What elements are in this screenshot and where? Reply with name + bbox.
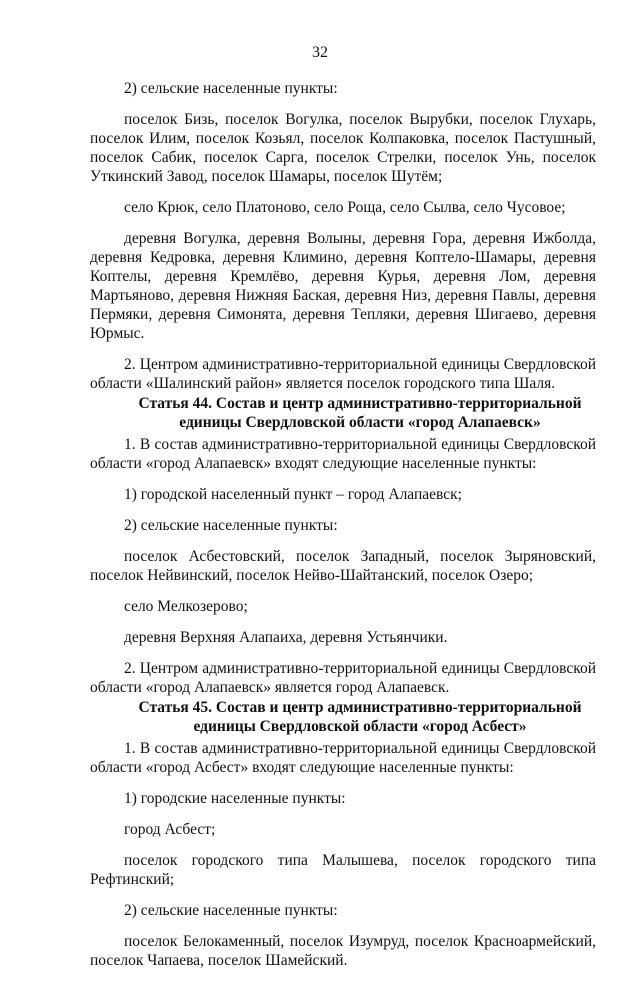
center-paragraph-shalinsky: 2. Центром административно-территориальной единицы Свердловской области «Шалинский район» является поселок городского типа Шаля.	[90, 356, 596, 392]
article-45-heading-line1: Статья 45. Состав и центр административно-территориальной	[138, 699, 582, 716]
article-44-selo-list: село Мелкозерово;	[124, 598, 248, 615]
document-body	[90, 79, 596, 982]
article-45-urban-settlements: 1) городские населенные пункты:	[124, 790, 346, 807]
article-44-heading-line2: единицы Свердловской области «город Алапаевск»	[179, 414, 541, 431]
article-44-center: 2. Центром административно-территориальной единицы Свердловской области «город Алапаевск» является город Алапаевск.	[90, 660, 596, 696]
page-number: 32	[312, 44, 328, 61]
article-44-rural-settlements: 2) сельские населенные пункты:	[124, 517, 338, 534]
article-44-composition: 1. В состав административно-территориальной единицы Свердловской области «город Алапаевск» входят следующие населенные пункты:	[90, 436, 596, 472]
settlements-derevnya-list: деревня Вогулка, деревня Волыны, деревня Гора, деревня Ижболда, деревня Кедровка, деревня Климино, деревня Коптело-Шамары, деревня Коптелы, деревня Кремлёво, деревня Курья, деревня Лом, деревня Мартьяново, деревня Нижняя Баская, деревня Низ, деревня Павлы, деревня Пермяки, деревня Симонята, деревня Тепляки, деревня Шигаево, деревня Юрмыс.	[90, 230, 596, 342]
article-45-heading-line2: единицы Свердловской области «город Асбест»	[193, 718, 527, 735]
article-45-urban-type-list: поселок городского типа Малышева, поселок городского типа Рефтинский;	[90, 852, 596, 888]
settlements-selo-list: село Крюк, село Платоново, село Роща, село Сылва, село Чусовое;	[124, 199, 566, 216]
article-45-heading	[90, 698, 596, 736]
list-item-rural-settlements: 2) сельские населенные пункты:	[124, 80, 338, 97]
article-44-heading-line1: Статья 44. Состав и центр административно-территориальной	[138, 395, 582, 412]
article-45-composition: 1. В состав административно-территориальной единицы Свердловской области «город Асбест» входят следующие населенные пункты:	[90, 740, 596, 776]
article-44-poselok-list: поселок Асбестовский, поселок Западный, поселок Зыряновский, поселок Нейвинский, поселок Нейво-Шайтанский, поселок Озеро;	[90, 548, 596, 584]
settlements-poselok-list: поселок Бизь, поселок Вогулка, поселок Вырубки, поселок Глухарь, поселок Илим, поселок Козьял, поселок Колпаковка, поселок Пастушный, поселок Сабик, поселок Сарга, поселок Стрелки, поселок Унь, поселок Уткинский Завод, поселок Шамары, поселок Шутём;	[90, 111, 596, 185]
article-45-poselok-list: поселок Белокаменный, поселок Изумруд, поселок Красноармейский, поселок Чапаева, поселок Шамейский.	[90, 933, 596, 969]
article-44-urban-settlement: 1) городской населенный пункт – город Алапаевск;	[124, 486, 462, 503]
article-44-derevnya-list: деревня Верхняя Алапаиха, деревня Устьянчики.	[124, 629, 448, 646]
article-45-rural-settlements: 2) сельские населенные пункты:	[124, 902, 338, 919]
article-44-heading	[90, 394, 596, 432]
article-45-city: город Асбест;	[124, 821, 216, 838]
